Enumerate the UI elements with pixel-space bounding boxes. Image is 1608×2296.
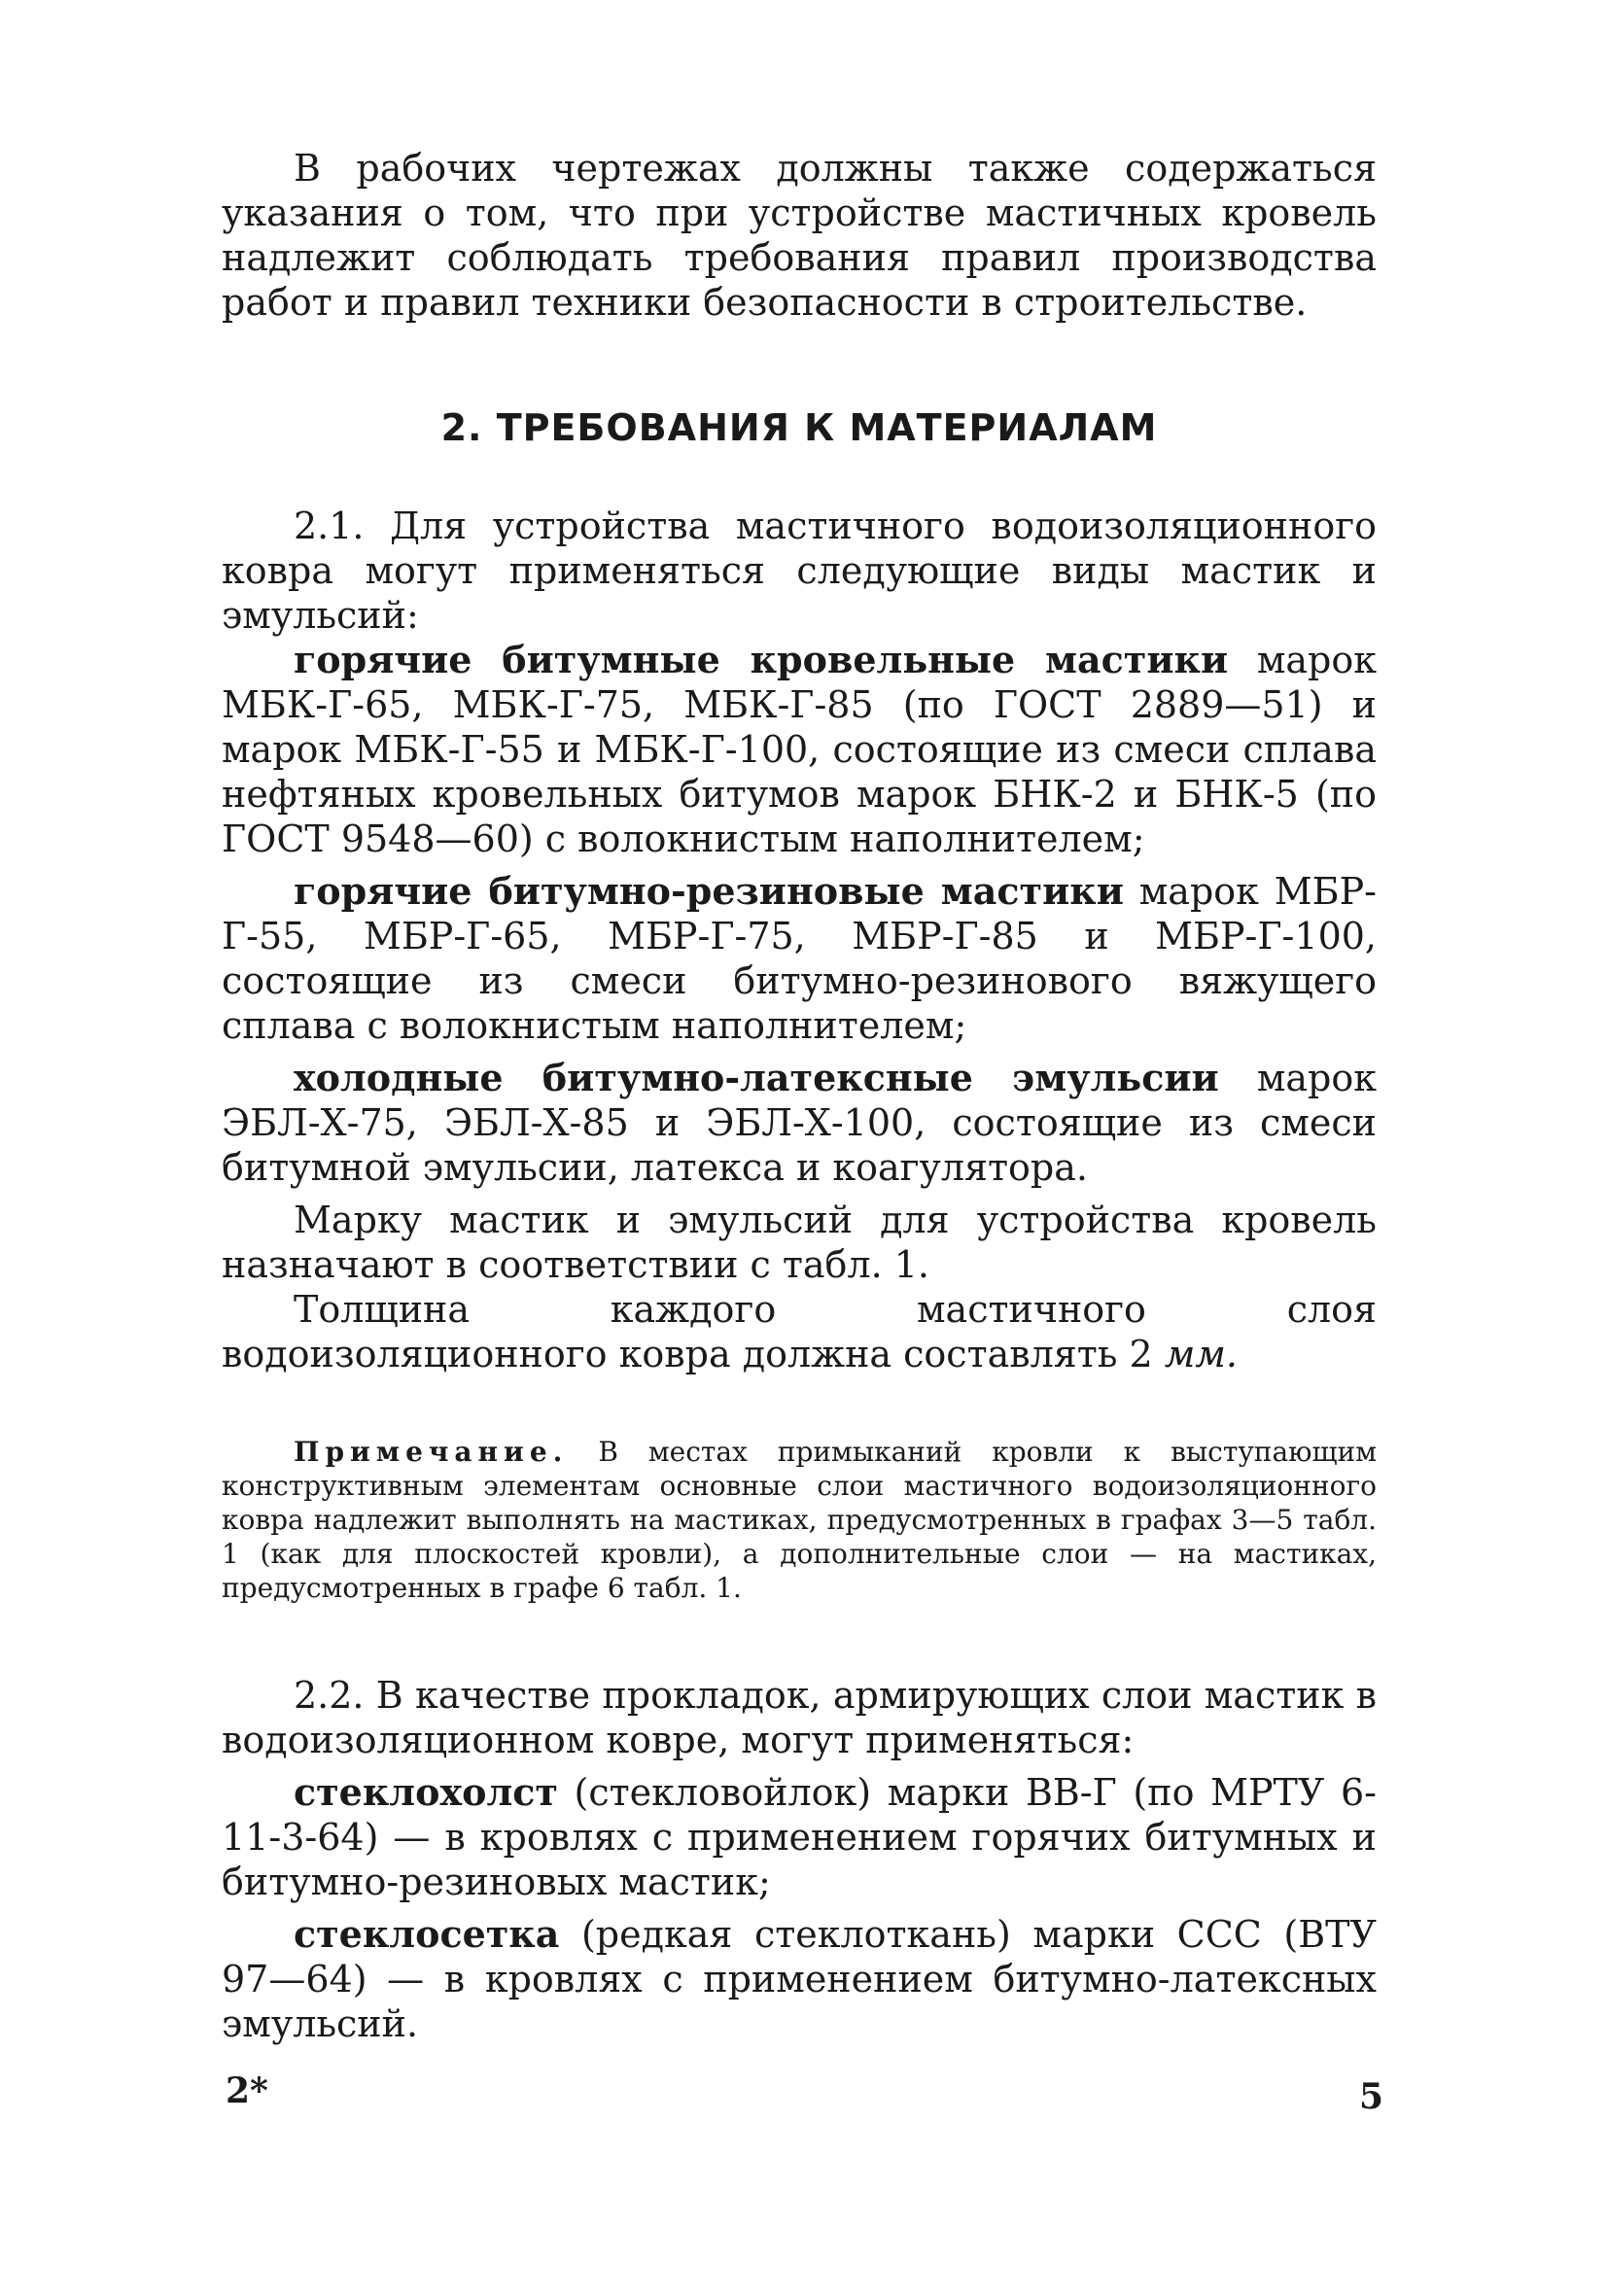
list-item-cold-latex [222, 1056, 1377, 1190]
page-number: 5 [1359, 2076, 1384, 2117]
thickness-text: Толщина каждого мастичного слоя водоизоляционного ковра должна составлять 2 [222, 1288, 1377, 1375]
section-heading: 2. ТРЕБОВАНИЯ К МАТЕРИАЛАМ [440, 406, 1158, 449]
list-item-text: марок МБР-Г-55, МБР-Г-65, МБР-Г-75, МБР-Г-85 и МБР-Г-100, состоящие из смеси битумно-резинового вяжущего сплава с волокнистым наполнителем; [222, 870, 1377, 1047]
list-item-text: (стекловойлок) марки ВВ-Г (по МРТУ 6-11-3-64) — в кровлях с применением горячих битумных и битумно-резиновых мастик; [222, 1771, 1377, 1903]
materials-section [222, 504, 1377, 2046]
list-item-term: стеклосетка [294, 1912, 560, 1956]
list-item-text: марок ЭБЛ-Х-75, ЭБЛ-Х-85 и ЭБЛ-Х-100, состоящие из смеси битумной эмульсии, латекса и коагулятора. [222, 1057, 1377, 1189]
intro-section [222, 146, 1377, 325]
list-item-term: горячие битумные кровельные мастики [294, 638, 1229, 681]
signature-mark: 2* [226, 2070, 268, 2111]
list-item-hot-bitumen [222, 638, 1377, 861]
list-item-glass-mat [222, 1770, 1377, 1904]
list-item-text: марок МБК-Г-65, МБК-Г-75, МБК-Г-85 (по ГОСТ 2889—51) и марок МБК-Г-55 и МБК-Г-100, состоящие из смеси сплава нефтяных кровельных битумов марок БНК-2 и БНК-5 (по ГОСТ 9548—60) с волокнистым наполнителем; [222, 639, 1377, 860]
note-label: Примечание. [294, 1436, 569, 1468]
note-block [222, 1435, 1377, 1605]
paragraph-marka: Марку мастик и эмульсий для устройства кровель назначают в соответствии с табл. 1. [222, 1199, 1377, 1286]
thickness-unit: мм. [1164, 1333, 1238, 1375]
list-item-text: (редкая стеклоткань) марки ССС (ВТУ 97—64) — в кровлях с применением битумно-латексных эмульсий. [222, 1913, 1377, 2045]
list-item-term: горячие битумно-резиновые мастики [294, 869, 1124, 913]
note-text: В местах примыканий кровли к выступающим конструктивным элементам основные слои мастичного водоизоляционного ковра надлежит выполнять на мастиках, предусмотренных в графах 3—5 табл. 1 (как для плоскостей кровли), а дополнительные слои — на мастиках, предусмотренных в графе 6 табл. 1. [222, 1436, 1377, 1604]
list-item-glass-mesh [222, 1912, 1377, 2046]
paragraph-2-1: 2.1. Для устройства мастичного водоизоляционного ковра могут применяться следующие виды мастик и эмульсий: [222, 504, 1377, 637]
list-item-term: стеклохолст [294, 1770, 558, 1814]
list-item-bitumen-rubber [222, 869, 1377, 1048]
intro-paragraph: В рабочих чертежах должны также содержаться указания о том, что при устройстве мастичных кровель надлежит соблюдать требования правил производства работ и правил техники безопасности в строительстве. [222, 147, 1377, 324]
list-item-term: холодные битумно-латексные эмульсии [294, 1056, 1219, 1099]
paragraph-thickness [222, 1287, 1377, 1376]
paragraph-2-2: 2.2. В качестве прокладок, армирующих слои мастик в водоизоляционном ковре, могут применяться: [222, 1674, 1377, 1761]
